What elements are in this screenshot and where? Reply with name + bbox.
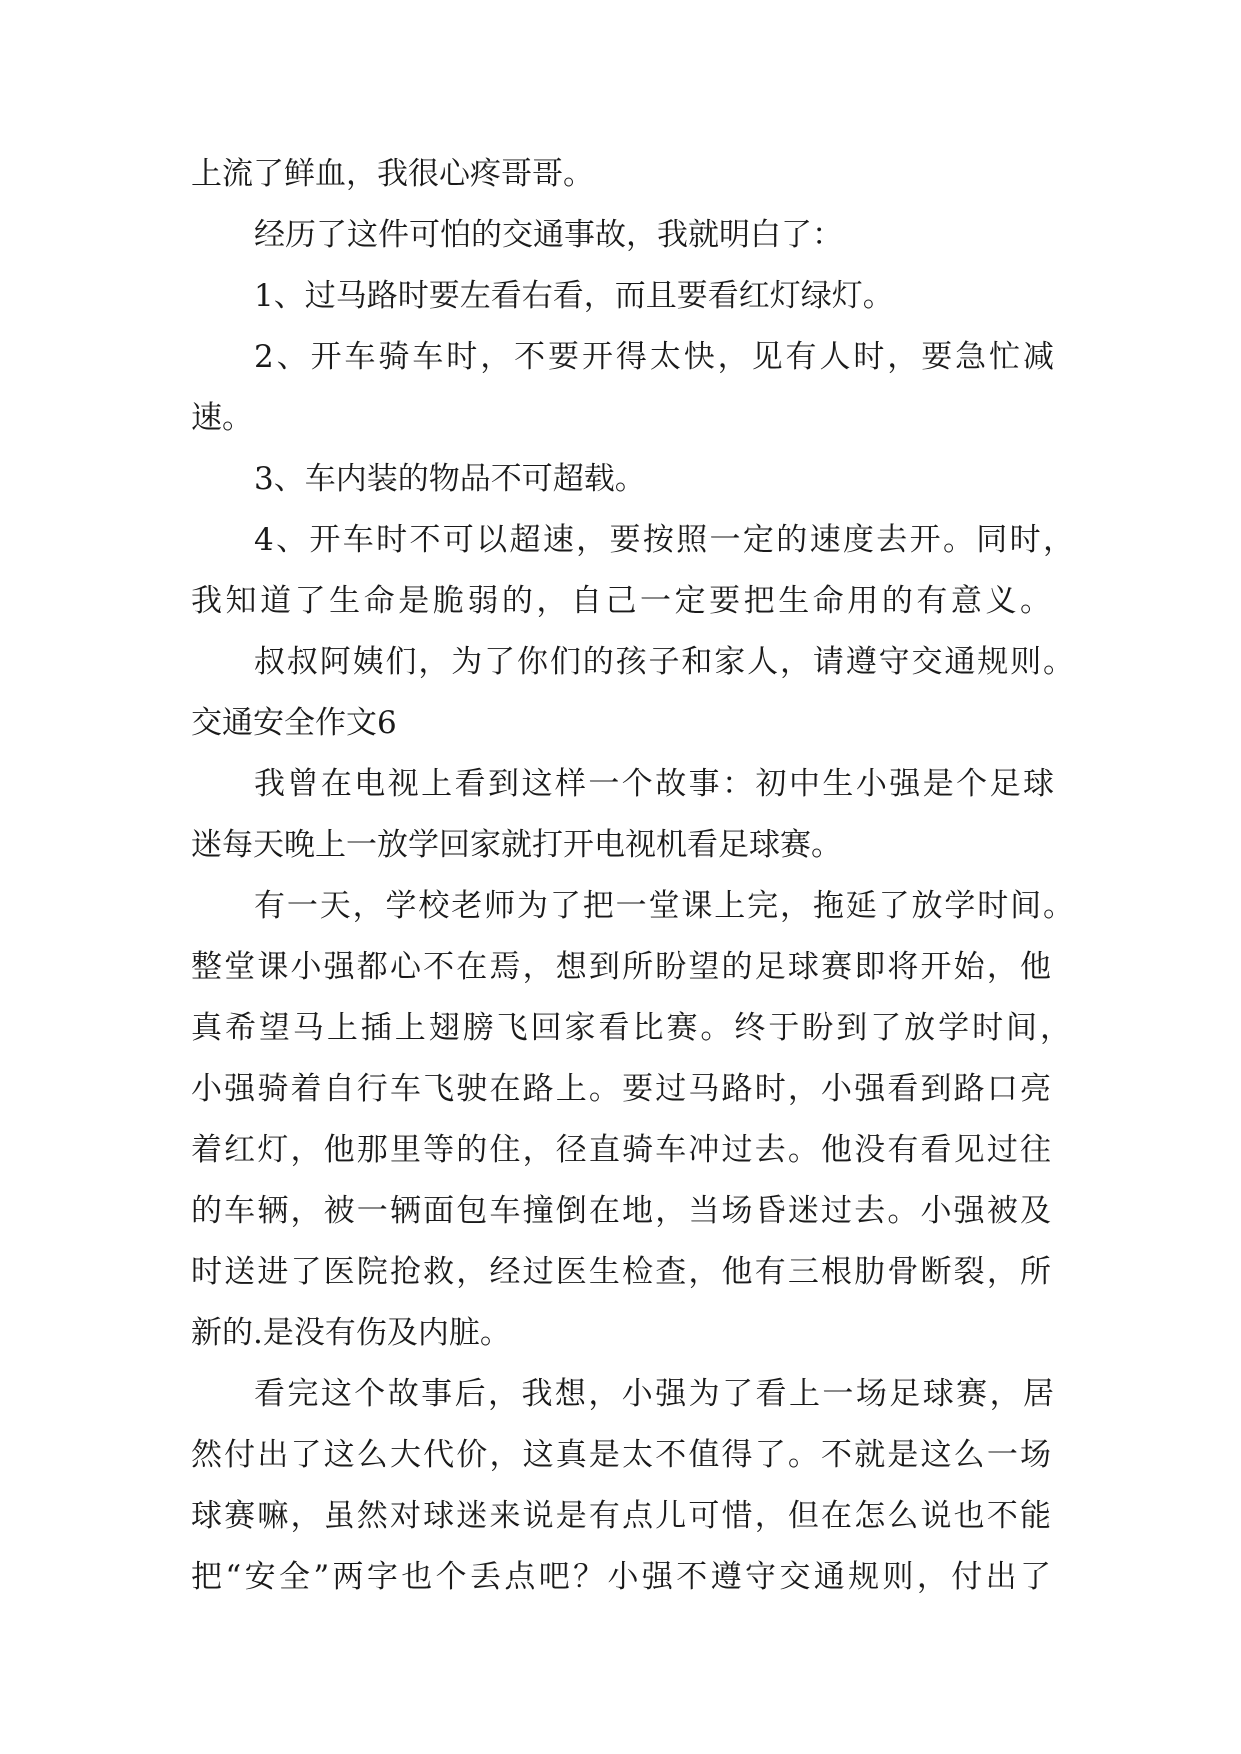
text-line: 4、开车时不可以超速，要按照一定的速度去开。同时， <box>254 522 1074 558</box>
text-line: 2、开车骑车时，不要开得太快，见有人时，要急忙减 <box>254 339 1054 375</box>
text-line: 新的.是没有伤及内脏。 <box>191 1315 511 1351</box>
text-line: 整堂课小强都心不在焉，想到所盼望的足球赛即将开始，他 <box>191 949 1051 985</box>
text-line: 1、过马路时要左看右看，而且要看红灯绿灯。 <box>254 278 894 314</box>
text-line: 小强骑着自行车飞驶在路上。要过马路时，小强看到路口亮 <box>191 1071 1051 1107</box>
section-heading: 交通安全作文6 <box>191 705 397 741</box>
text-line: 的车辆，被一辆面包车撞倒在地，当场昏迷过去。小强被及 <box>191 1193 1051 1229</box>
text-line: 看完这个故事后，我想，小强为了看上一场足球赛，居 <box>254 1376 1054 1412</box>
text-line: 有一天，学校老师为了把一堂课上完，拖延了放学时间。 <box>254 888 1074 924</box>
text-line: 速。 <box>191 400 253 436</box>
text-line: 着红灯，他那里等的住，径直骑车冲过去。他没有看见过往 <box>191 1132 1051 1168</box>
text-line: 球赛嘛，虽然对球迷来说是有点儿可惜，但在怎么说也不能 <box>191 1498 1051 1534</box>
text-line: 然付出了这么大代价，这真是太不值得了。不就是这么一场 <box>191 1437 1051 1473</box>
text-line: 叔叔阿姨们，为了你们的孩子和家人，请遵守交通规则。 <box>254 644 1074 680</box>
text-line: 我知道了生命是脆弱的，自己一定要把生命用的有意义。 <box>191 583 1051 619</box>
text-line: 经历了这件可怕的交通事故，我就明白了： <box>254 217 843 253</box>
text-line: 上流了鲜血，我很心疼哥哥。 <box>191 156 594 192</box>
text-line: 真希望马上插上翅膀飞回家看比赛。终于盼到了放学时间， <box>191 1010 1071 1046</box>
text-line: 时送进了医院抢救，经过医生检查，他有三根肋骨断裂，所 <box>191 1254 1051 1290</box>
text-line: 3、车内装的物品不可超载。 <box>254 461 646 497</box>
text-line: 迷每天晚上一放学回家就打开电视机看足球赛。 <box>191 827 842 863</box>
text-line: 把“安全”两字也个丢点吧？小强不遵守交通规则，付出了 <box>191 1559 1051 1595</box>
text-line: 我曾在电视上看到这样一个故事：初中生小强是个足球 <box>254 766 1054 802</box>
